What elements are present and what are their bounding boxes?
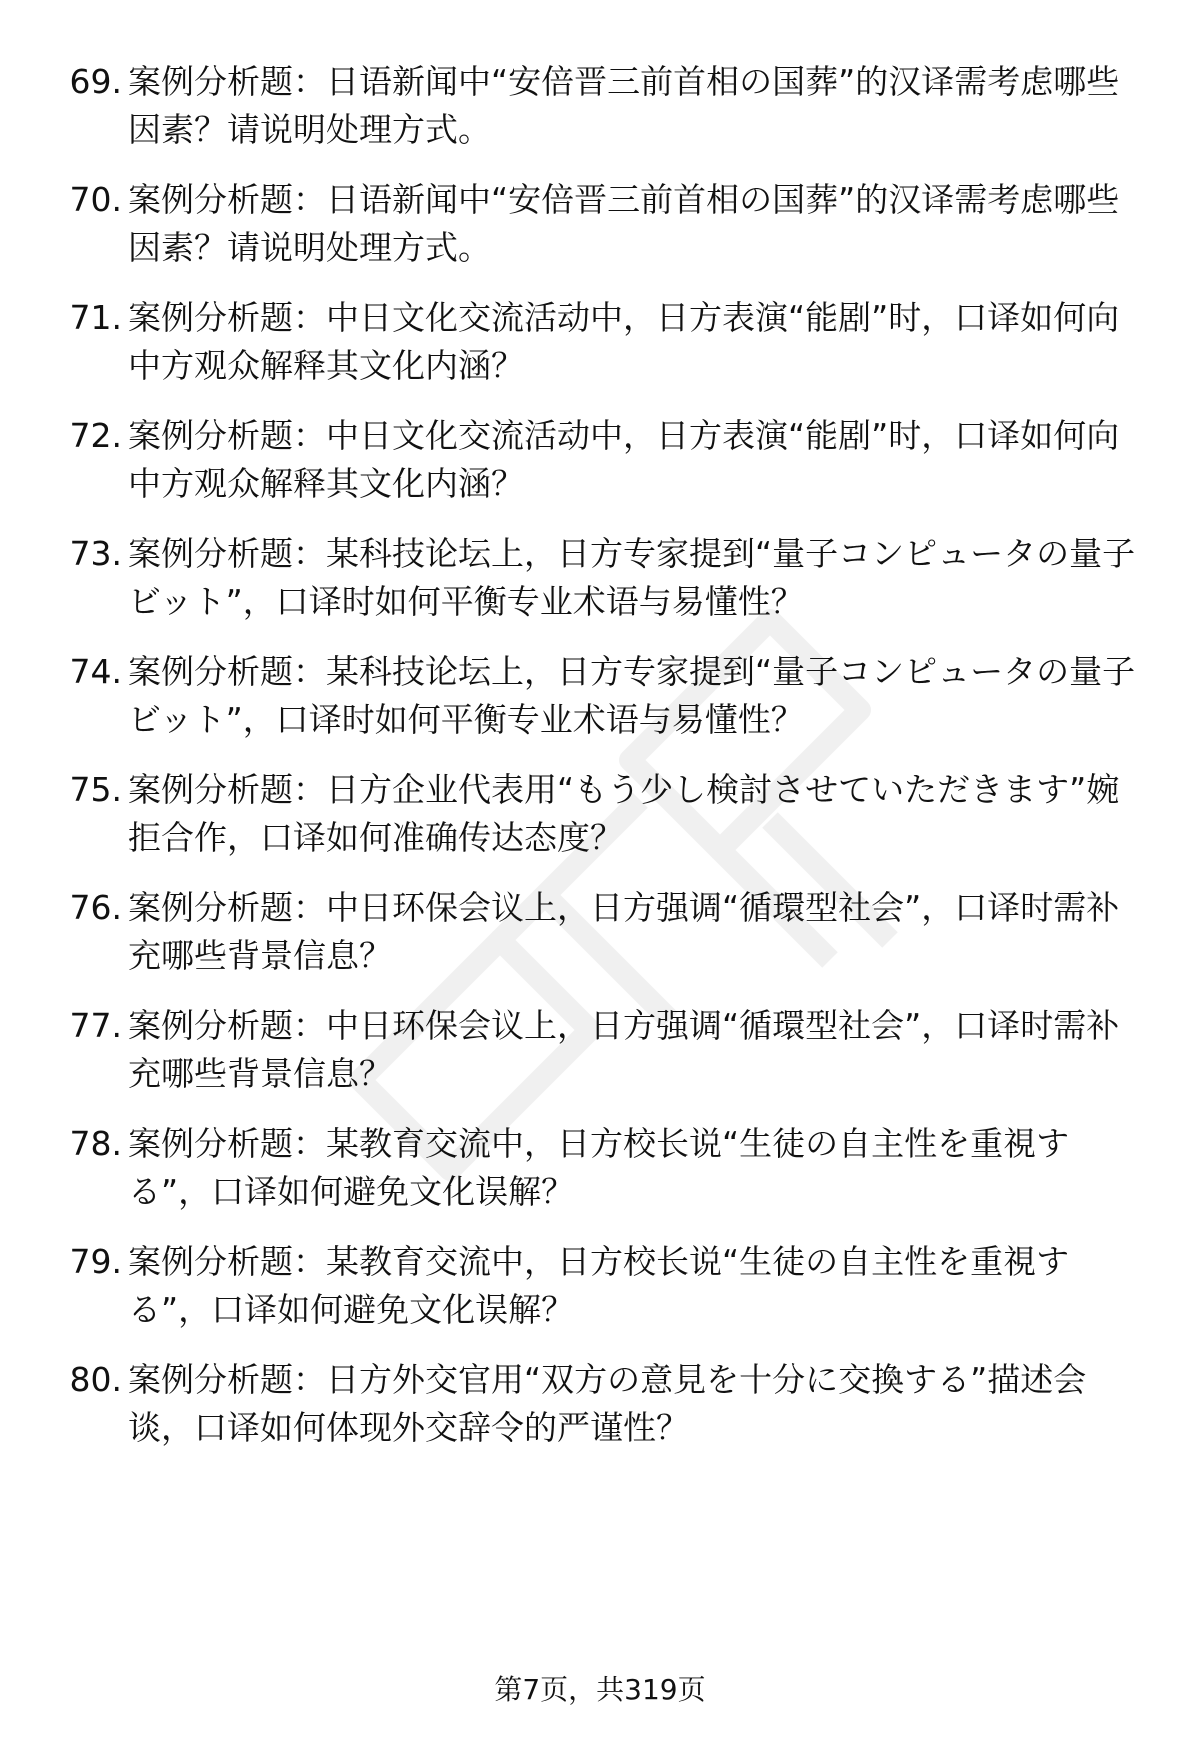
question-number: 72. bbox=[69, 416, 122, 455]
question-text: 案例分析题：某教育交流中，日方校长说“生徒の自主性を重視する”，口译如何避免文化误解？ bbox=[128, 1242, 1070, 1329]
question-item bbox=[52, 294, 1142, 390]
question-item bbox=[52, 766, 1142, 862]
question-text: 案例分析题：某教育交流中，日方校长说“生徒の自主性を重視する”，口译如何避免文化误解？ bbox=[128, 1124, 1070, 1211]
page-number-label: 第7页，共319页 bbox=[494, 1673, 706, 1706]
question-number: 77. bbox=[69, 1006, 122, 1045]
question-item bbox=[52, 884, 1142, 980]
question-number: 74. bbox=[69, 652, 122, 691]
question-text: 案例分析题：日方外交官用“双方の意見を十分に交換する”描述会谈，口译如何体现外交辞令的严谨性？ bbox=[128, 1360, 1087, 1447]
question-number: 79. bbox=[69, 1242, 122, 1281]
question-number: 78. bbox=[69, 1124, 122, 1163]
question-item bbox=[52, 1120, 1142, 1216]
question-text: 案例分析题：中日环保会议上，日方强调“循環型社会”，口译时需补充哪些背景信息？ bbox=[128, 888, 1120, 975]
page-footer bbox=[0, 1670, 1200, 1710]
question-number: 70. bbox=[69, 180, 122, 219]
question-item bbox=[52, 648, 1142, 744]
question-text: 案例分析题：日语新闻中“安倍晋三前首相の国葬”的汉译需考虑哪些因素？请说明处理方式。 bbox=[128, 180, 1120, 267]
question-text: 案例分析题：中日环保会议上，日方强调“循環型社会”，口译时需补充哪些背景信息？ bbox=[128, 1006, 1120, 1093]
question-text: 案例分析题：中日文化交流活动中，日方表演“能剧”时，口译如何向中方观众解释其文化内涵？ bbox=[128, 416, 1120, 503]
question-text: 案例分析题：中日文化交流活动中，日方表演“能剧”时，口译如何向中方观众解释其文化内涵？ bbox=[128, 298, 1120, 385]
question-number: 71. bbox=[69, 298, 122, 337]
question-item bbox=[52, 58, 1142, 154]
question-number: 75. bbox=[69, 770, 122, 809]
question-number: 76. bbox=[69, 888, 122, 927]
question-text: 案例分析题：某科技论坛上，日方专家提到“量子コンピュータの量子ビット”，口译时如何平衡专业术语与易懂性？ bbox=[128, 652, 1136, 739]
question-number: 73. bbox=[69, 534, 122, 573]
question-item bbox=[52, 176, 1142, 272]
question-item bbox=[52, 1002, 1142, 1098]
question-item bbox=[52, 1238, 1142, 1334]
question-item bbox=[52, 412, 1142, 508]
question-text: 案例分析题：某科技论坛上，日方专家提到“量子コンピュータの量子ビット”，口译时如何平衡专业术语与易懂性？ bbox=[128, 534, 1136, 621]
question-number: 69. bbox=[69, 62, 122, 101]
question-number: 80. bbox=[69, 1360, 122, 1399]
question-text: 案例分析题：日方企业代表用“もう少し検討させていただきます”婉拒合作，口译如何准确传达态度？ bbox=[128, 770, 1120, 857]
question-item bbox=[52, 530, 1142, 626]
question-text: 案例分析题：日语新闻中“安倍晋三前首相の国葬”的汉译需考虑哪些因素？请说明处理方式。 bbox=[128, 62, 1120, 149]
question-item bbox=[52, 1356, 1142, 1452]
